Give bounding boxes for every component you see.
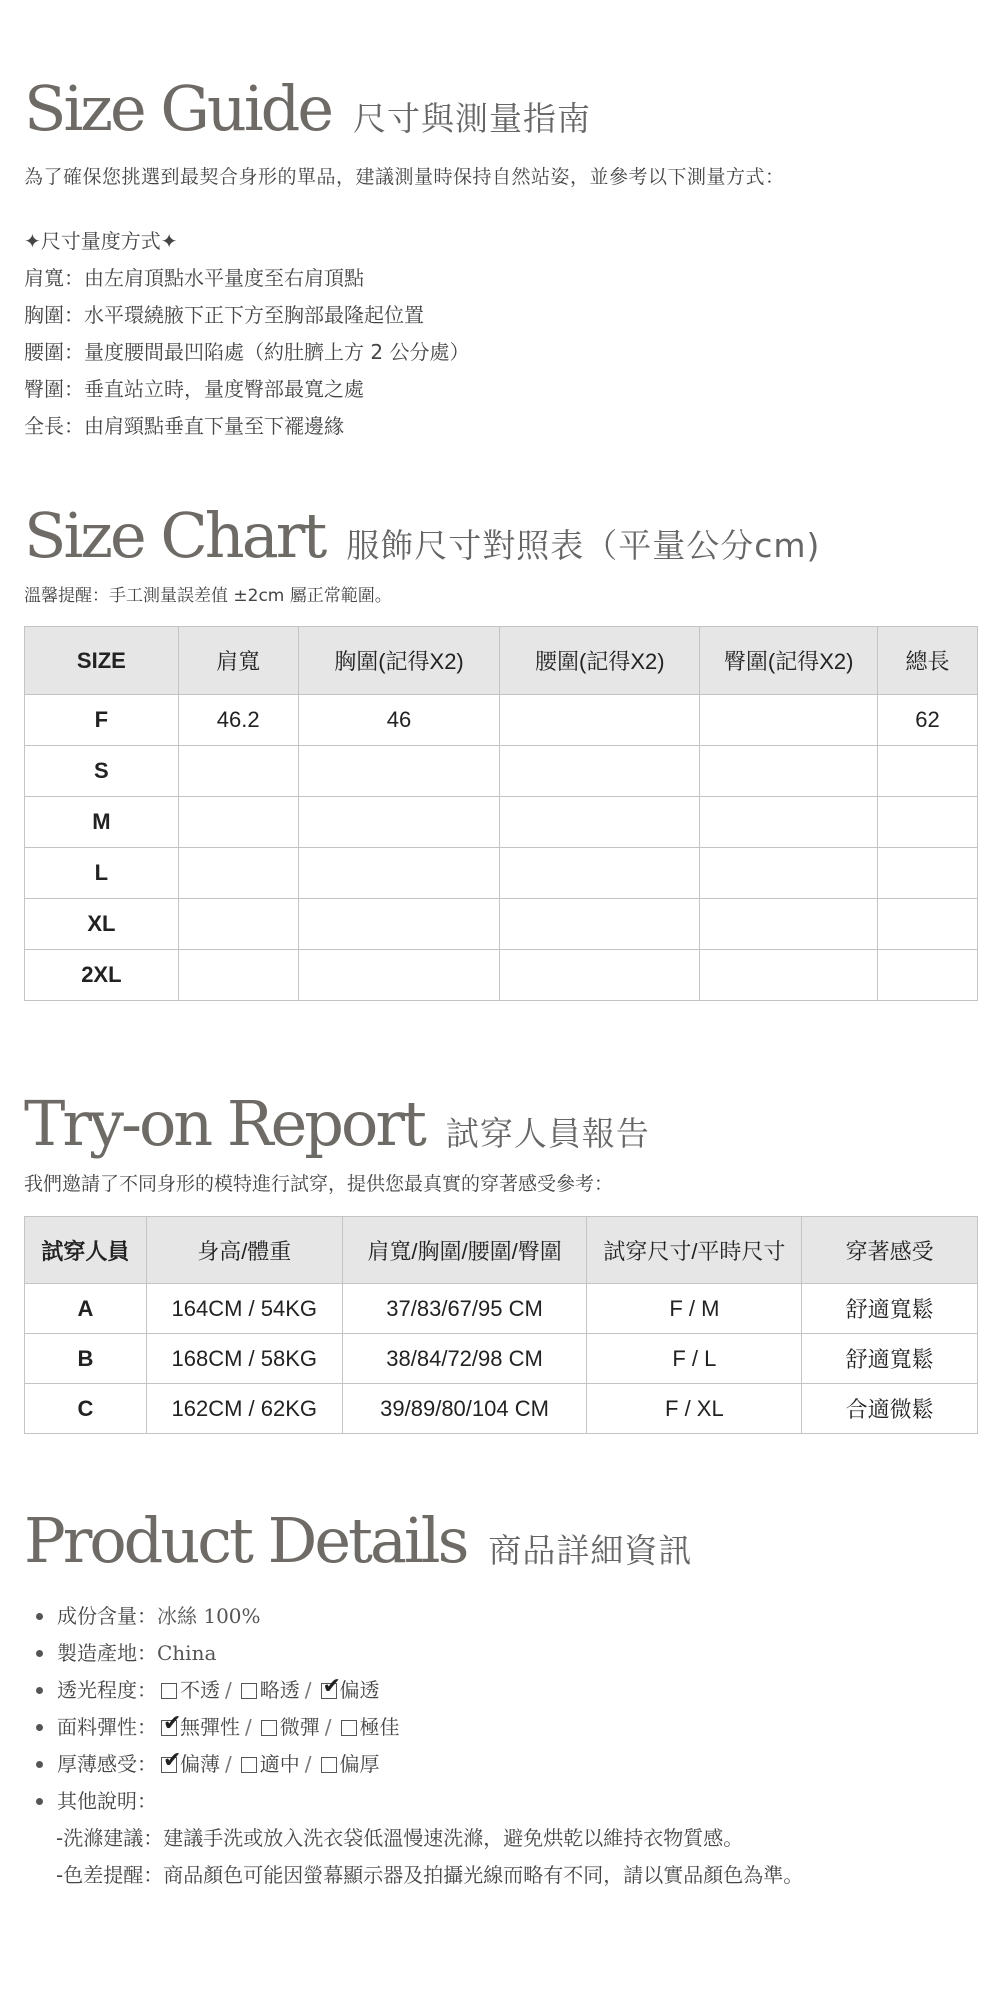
checkbox-icon (341, 1720, 357, 1736)
table-cell: 164CM / 54KG (146, 1284, 342, 1334)
table-cell (500, 950, 700, 1001)
details-header (24, 1504, 978, 1577)
column-header: 臀圍(記得X2) (700, 627, 878, 695)
table-cell: 46 (298, 695, 500, 746)
separator: / (245, 1715, 252, 1739)
size-chart-section (24, 499, 978, 1001)
tryon-section (24, 1087, 978, 1434)
tryon-intro: 我們邀請了不同身形的模特進行試穿，提供您最真實的穿著感受參考： (24, 1173, 614, 1195)
table-cell (298, 746, 500, 797)
details-list (24, 1598, 978, 1820)
table-cell (500, 899, 700, 950)
option-label: 極佳 (359, 1715, 400, 1739)
column-header: 試穿尺寸/平時尺寸 (587, 1217, 802, 1284)
other-label: 其他說明： (57, 1789, 157, 1813)
table-cell (178, 899, 298, 950)
table-cell (500, 848, 700, 899)
table-cell (178, 797, 298, 848)
separator: / (304, 1678, 312, 1702)
table-cell: 38/84/72/98 CM (342, 1334, 587, 1384)
bullet-icon (36, 1650, 43, 1657)
column-header: 身高/體重 (146, 1217, 342, 1284)
table-row (25, 1284, 978, 1334)
checkmark-icon: ✔ (163, 1710, 182, 1736)
table-cell (700, 695, 878, 746)
table-cell (298, 899, 500, 950)
list-item (24, 1598, 978, 1635)
column-header: SIZE (25, 627, 179, 695)
option-label: 適中 (259, 1752, 300, 1776)
size-guide-title: Size Guide (24, 72, 332, 145)
column-header: 肩寬/胸圍/腰圍/臀圍 (342, 1217, 587, 1284)
table-cell (178, 848, 298, 899)
measurement-item-waist: 腰圍：量度腰間最凹陷處（約肚臍上方 2 公分處） (24, 340, 470, 364)
size-chart-subtitle: 服飾尺寸對照表（平量公分cm) (346, 526, 821, 565)
table-cell (700, 746, 878, 797)
table-cell: 舒適寬鬆 (802, 1334, 978, 1384)
table-cell: S (25, 746, 179, 797)
table-cell: A (25, 1284, 147, 1334)
table-row (25, 848, 978, 899)
table-cell: F / L (587, 1334, 802, 1384)
list-item (24, 1783, 978, 1820)
list-item (24, 1635, 978, 1672)
bullet-icon (36, 1687, 43, 1694)
table-cell: B (25, 1334, 147, 1384)
table-row (25, 695, 978, 746)
tryon-title: Try-on Report (24, 1087, 424, 1160)
size-guide-subtitle: 尺寸與測量指南 (353, 99, 592, 138)
measurement-list (24, 223, 978, 445)
table-cell: XL (25, 899, 179, 950)
option-label: 無彈性 (180, 1715, 240, 1739)
checkmark-icon: ✔ (322, 1673, 341, 1699)
checked-checkbox-icon (161, 1747, 182, 1773)
column-header: 總長 (878, 627, 978, 695)
table-cell (700, 848, 878, 899)
table-cell (178, 950, 298, 1001)
tryon-header (24, 1087, 978, 1160)
option-label: 略透 (259, 1678, 300, 1702)
table-cell (700, 797, 878, 848)
checkmark-icon: ✔ (163, 1747, 182, 1773)
stretch-label: 面料彈性： (57, 1715, 157, 1739)
tryon-table (24, 1216, 978, 1434)
option-label: 不透 (180, 1678, 220, 1702)
table-row (25, 950, 978, 1001)
separator: / (225, 1752, 232, 1776)
checked-checkbox-icon (321, 1673, 341, 1699)
table-cell: F / XL (587, 1384, 802, 1434)
color-note: -色差提醒：商品顏色可能因螢幕顯示器及拍攝光線而略有不同，請以實品顏色為準。 (56, 1863, 804, 1887)
table-cell (878, 950, 978, 1001)
table-cell: 37/83/67/95 CM (342, 1284, 587, 1334)
table-cell: 舒適寬鬆 (802, 1284, 978, 1334)
size-chart-note: 溫馨提醒：手工測量誤差值 ±2cm 屬正常範圍。 (24, 586, 392, 606)
product-details-section (24, 1504, 978, 1894)
origin-value: China (157, 1641, 217, 1665)
checkbox-icon (241, 1757, 257, 1773)
table-cell (878, 848, 978, 899)
checked-checkbox-icon (161, 1710, 182, 1736)
option-label: 偏厚 (339, 1752, 380, 1776)
table-cell (298, 797, 500, 848)
table-cell (700, 899, 878, 950)
list-item (24, 1672, 978, 1709)
material-label: 成份含量： (57, 1604, 157, 1628)
checkbox-icon (321, 1757, 337, 1773)
size-chart-title: Size Chart (24, 499, 325, 572)
table-cell: 合適微鬆 (802, 1384, 978, 1434)
details-subtitle: 商品詳細資訊 (488, 1531, 693, 1570)
list-item (24, 1709, 978, 1746)
tryon-subtitle: 試穿人員報告 (445, 1114, 650, 1153)
bullet-icon (36, 1724, 43, 1731)
size-guide-section (24, 72, 978, 445)
table-cell (178, 746, 298, 797)
table-cell: C (25, 1384, 147, 1434)
table-row (25, 899, 978, 950)
column-header: 試穿人員 (25, 1217, 147, 1284)
column-header: 腰圍(記得X2) (500, 627, 700, 695)
table-row (25, 746, 978, 797)
separator: / (304, 1752, 312, 1776)
measurement-item-hip: 臀圍：垂直站立時，量度臀部最寬之處 (24, 377, 364, 401)
size-chart-table (24, 626, 978, 1001)
table-cell (500, 746, 700, 797)
checkbox-icon (241, 1683, 257, 1699)
checkbox-icon (261, 1720, 277, 1736)
measurement-item-shoulder: 肩寬：由左肩頂點水平量度至右肩頂點 (24, 266, 364, 290)
table-cell: 2XL (25, 950, 179, 1001)
table-cell (500, 695, 700, 746)
option-label: 微彈 (279, 1715, 320, 1739)
column-header: 肩寬 (178, 627, 298, 695)
table-cell (500, 797, 700, 848)
table-cell (878, 746, 978, 797)
table-cell: 168CM / 58KG (146, 1334, 342, 1384)
option-label: 偏薄 (180, 1752, 220, 1776)
details-title: Product Details (24, 1504, 467, 1577)
bullet-icon (36, 1613, 43, 1620)
table-cell: F / M (587, 1284, 802, 1334)
table-cell (298, 848, 500, 899)
separator: / (225, 1678, 232, 1702)
table-cell: 39/89/80/104 CM (342, 1384, 587, 1434)
checkbox-icon (161, 1683, 177, 1699)
sheer-label: 透光程度： (57, 1678, 157, 1702)
table-cell: L (25, 848, 179, 899)
table-row (25, 797, 978, 848)
measurement-item-length: 全長：由肩頸點垂直下量至下襬邊緣 (24, 414, 344, 438)
thickness-label: 厚薄感受： (57, 1752, 157, 1776)
table-header-row (25, 1217, 978, 1284)
table-cell: F (25, 695, 179, 746)
table-cell: M (25, 797, 179, 848)
separator: / (324, 1715, 332, 1739)
origin-label: 製造產地： (57, 1641, 157, 1665)
list-item (24, 1746, 978, 1783)
table-cell (298, 950, 500, 1001)
size-guide-header (24, 72, 978, 145)
washing-note: -洗滌建議：建議手洗或放入洗衣袋低溫慢速洗滌，避免烘乾以維持衣物質感。 (56, 1826, 744, 1850)
table-cell (700, 950, 878, 1001)
table-header-row (25, 627, 978, 695)
table-cell (878, 899, 978, 950)
measurement-heading: ✦尺寸量度方式✦ (24, 229, 178, 253)
column-header: 穿著感受 (802, 1217, 978, 1284)
size-guide-intro: 為了確保您挑選到最契合身形的單品，建議測量時保持自然站姿，並參考以下測量方式： (24, 166, 785, 188)
table-row (25, 1384, 978, 1434)
bullet-icon (36, 1761, 43, 1768)
option-label: 偏透 (339, 1678, 380, 1702)
table-cell: 46.2 (178, 695, 298, 746)
table-cell: 62 (878, 695, 978, 746)
table-cell (878, 797, 978, 848)
measurement-item-chest: 胸圍：水平環繞腋下正下方至胸部最隆起位置 (24, 303, 424, 327)
column-header: 胸圍(記得X2) (298, 627, 500, 695)
table-row (25, 1334, 978, 1384)
material-value: 冰絲 100% (157, 1604, 261, 1628)
table-cell: 162CM / 62KG (146, 1384, 342, 1434)
size-chart-header (24, 499, 978, 572)
bullet-icon (36, 1798, 43, 1805)
